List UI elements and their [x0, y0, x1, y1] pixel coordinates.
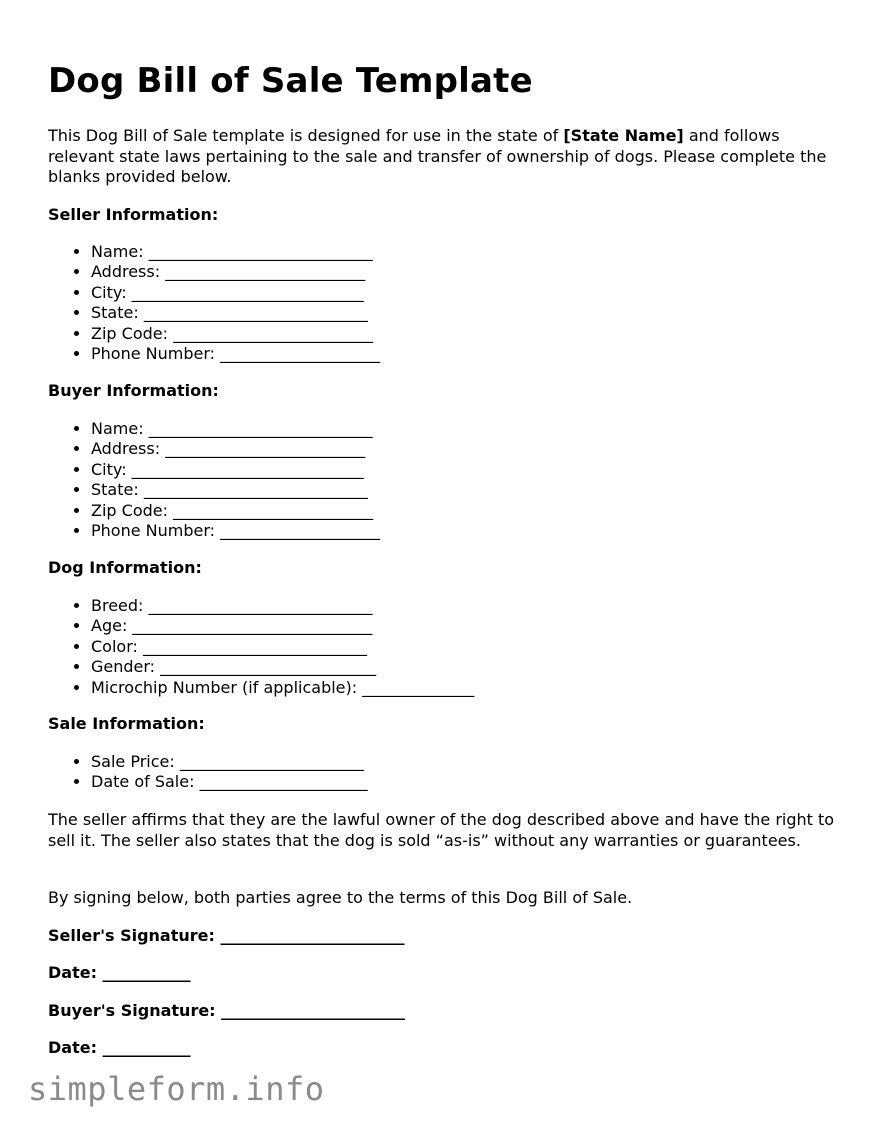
seller-date-line: Date: ___________ — [48, 963, 191, 982]
sale-section-title: Sale Information: — [48, 714, 205, 733]
seller-name-field: • Name: ____________________________ — [91, 242, 380, 262]
seller-zip-field: • Zip Code: _________________________ — [91, 324, 380, 344]
buyer-name-field: • Name: ____________________________ — [91, 419, 380, 439]
affirmation-paragraph: The seller affirms that they are the lawful owner of the dog described above and have the right to sell it. The seller also states that the dog is sold “as-is” without any warranties or guarantees. — [48, 810, 835, 850]
buyer-address-field: • Address: _________________________ — [91, 439, 380, 459]
dog-breed-field: • Breed: ____________________________ — [91, 596, 474, 616]
buyer-state-field: • State: ____________________________ — [91, 480, 380, 500]
buyer-phone-field: • Phone Number: ____________________ — [91, 521, 380, 541]
buyer-section-title: Buyer Information: — [48, 381, 219, 400]
seller-field-list — [48, 242, 380, 364]
buyer-zip-field: • Zip Code: _________________________ — [91, 501, 380, 521]
intro-text-after: and follows relevant state laws pertaining to the sale and transfer of ownership of dogs. Please complete the blanks provided below. — [48, 126, 827, 186]
intro-paragraph — [48, 126, 838, 188]
buyer-date-line: Date: ___________ — [48, 1038, 191, 1057]
agreement-paragraph: By signing below, both parties agree to the terms of this Dog Bill of Sale. — [48, 888, 633, 907]
seller-state-field: • State: ____________________________ — [91, 303, 380, 323]
seller-city-field: • City: _____________________________ — [91, 283, 380, 303]
page-title: Dog Bill of Sale Template — [48, 61, 533, 101]
dog-field-list — [48, 596, 474, 698]
sale-field-list — [48, 752, 368, 793]
buyer-field-list — [48, 419, 380, 541]
dog-microchip-field: • Microchip Number (if applicable): ______________ — [91, 678, 474, 698]
seller-signature-line: Seller's Signature: _______________________ — [48, 926, 405, 945]
sale-price-field: • Sale Price: _______________________ — [91, 752, 368, 772]
seller-address-field: • Address: _________________________ — [91, 262, 380, 282]
dog-color-field: • Color: ____________________________ — [91, 637, 474, 657]
intro-state-placeholder: [State Name] — [563, 126, 684, 145]
dog-gender-field: • Gender: ___________________________ — [91, 657, 474, 677]
seller-section-title: Seller Information: — [48, 205, 219, 224]
buyer-city-field: • City: _____________________________ — [91, 460, 380, 480]
sale-date-field: • Date of Sale: _____________________ — [91, 772, 368, 792]
dog-age-field: • Age: ______________________________ — [91, 616, 474, 636]
buyer-signature-line: Buyer's Signature: _______________________ — [48, 1001, 406, 1020]
dog-section-title: Dog Information: — [48, 558, 202, 577]
intro-text-before: This Dog Bill of Sale template is designed for use in the state of — [48, 126, 564, 145]
seller-phone-field: • Phone Number: ____________________ — [91, 344, 380, 364]
watermark-text: simpleform.info — [28, 1070, 325, 1108]
